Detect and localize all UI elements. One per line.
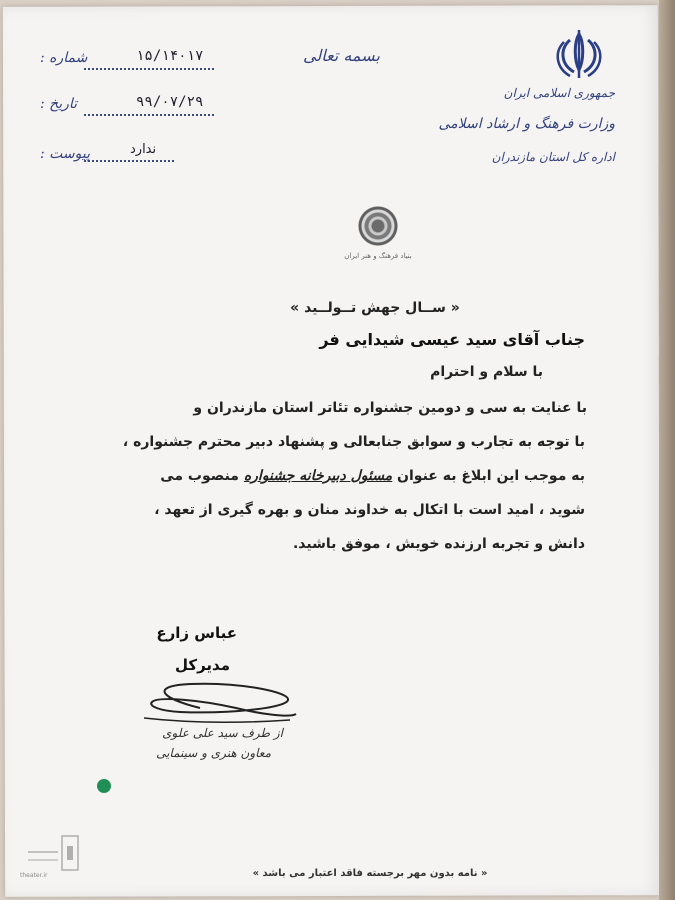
footer-note: « نامه بدون مهر برجسته فاقد اعتبار می باشد » xyxy=(252,868,488,879)
signer-name: عباس زارع xyxy=(156,624,237,642)
attachment-dots xyxy=(84,160,174,162)
body-line-3 xyxy=(160,468,585,484)
body-line-1: با عنایت به سی و دومین جشنواره تئاتر استان مازندران و xyxy=(193,400,587,416)
year-slogan: « ســال جهش تــولــيد » xyxy=(290,300,460,316)
greeting: با سلام و احترام xyxy=(430,364,543,380)
body-line-2: با توجه به تجارب و سوابق جنابعالی و پشنهاد دبیر محترم جشنواره ، xyxy=(122,434,585,450)
handwritten-signature xyxy=(140,678,300,730)
recipient: جناب آقای سید عیسی شیدایی فر xyxy=(319,330,585,349)
republic-text: جمهوری اسلامی ایران xyxy=(503,86,615,100)
attachment-label: پیوست : xyxy=(40,146,90,162)
number-label: شماره : xyxy=(40,50,88,66)
green-stamp-dot xyxy=(97,779,111,793)
paper-edge xyxy=(659,0,675,900)
date-label: تاریخ : xyxy=(40,96,78,112)
iran-emblem-icon xyxy=(552,30,606,80)
body-line-5: دانش و تجربه ارزنده خویش ، موفق باشید. xyxy=(292,536,585,552)
date-value: ۹۹/۰۷/۲۹ xyxy=(136,94,204,110)
basmala: بسمه تعالی xyxy=(303,46,380,65)
office-text: اداره کل استان مازندران xyxy=(491,150,615,164)
body-line-3-start: به موجب این ابلاغ به عنوان xyxy=(392,468,585,484)
on-behalf-note: از طرف سید علی علوی xyxy=(162,726,283,740)
body-line-4: شوید ، امید است با اتکال به خداوند منان و بهره گیری از تعهد ، xyxy=(154,502,585,518)
date-dots xyxy=(84,114,214,116)
number-value: ۱۵/۱۴۰۱۷ xyxy=(136,48,204,64)
seal-emblem-icon xyxy=(358,206,398,246)
position-title: مسئول دبیرخانه جشنواره xyxy=(243,468,393,484)
attachment-value: ندارد xyxy=(130,142,157,157)
deputy-note: معاون هنری و سینمایی xyxy=(156,746,271,760)
number-dots xyxy=(84,68,214,70)
body-line-3-end: منصوب می xyxy=(160,468,244,484)
ministry-text: وزارت فرهنگ و ارشاد اسلامی xyxy=(438,116,615,132)
signer-title: مدیرکل xyxy=(174,656,230,674)
seal-caption: بنیاد فرهنگ و هنر ایران xyxy=(344,252,412,260)
letter-page xyxy=(3,5,660,897)
watermark-text: theater.ir xyxy=(20,872,48,879)
